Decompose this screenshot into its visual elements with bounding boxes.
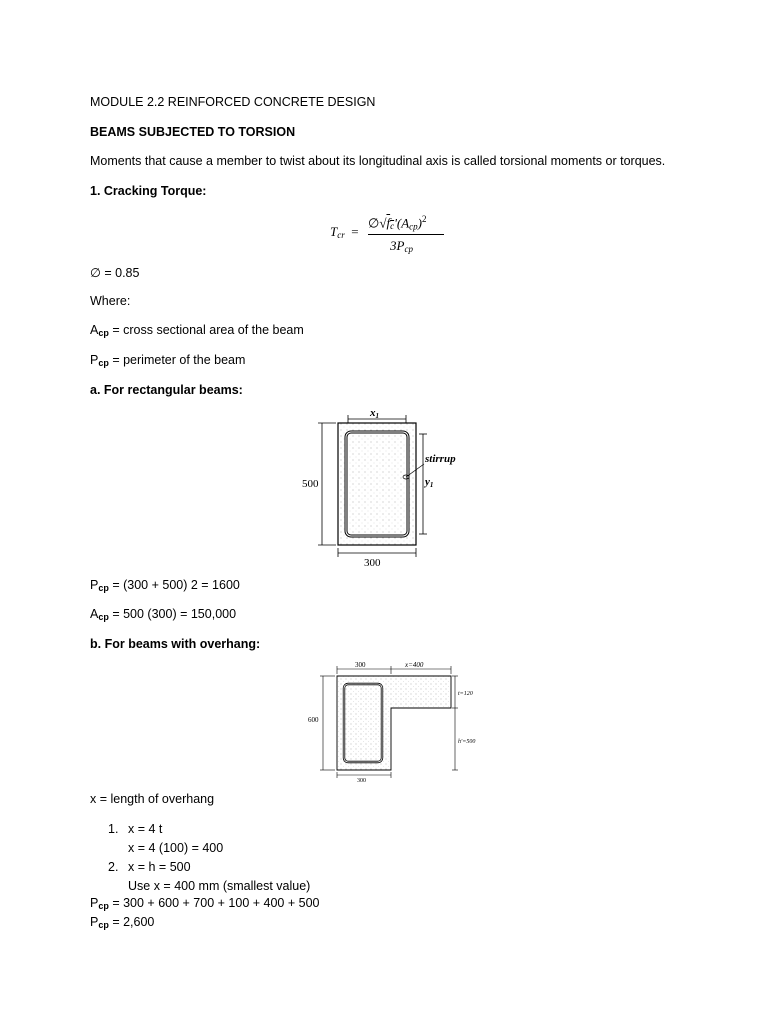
intro-paragraph: Moments that cause a member to twist about its longitudinal axis is called torsional moments or torques. bbox=[90, 154, 666, 168]
list-item: 1. x = 4 t bbox=[108, 822, 163, 836]
eq-lhs-sub: cr bbox=[337, 230, 345, 240]
phi-value: ∅ = 0.85 bbox=[90, 266, 140, 280]
module-title: MODULE 2.2 REINFORCED CONCRETE DESIGN bbox=[90, 95, 376, 109]
eq-numerator: $\emptyset√f_c'(A_{cp})^2$ bbox=[368, 214, 427, 232]
fig2-bottom-label: 300 bbox=[357, 778, 366, 783]
eq-lhs: T bbox=[330, 224, 338, 239]
list-item: Use x = 400 mm (smallest value) bbox=[128, 879, 311, 893]
fig2-t-label: t=120 bbox=[458, 691, 473, 697]
fraction-bar bbox=[368, 234, 444, 235]
fig2-top-overhang-label: x=400 bbox=[405, 661, 424, 669]
beam-outline bbox=[338, 423, 416, 545]
cracking-torque-heading: 1. Cracking Torque: bbox=[90, 184, 207, 198]
rectangular-beams-heading: a. For rectangular beams: bbox=[90, 383, 243, 397]
acp-calculation: $A_{cp} = 500$ (300) = 150,000 bbox=[90, 607, 237, 622]
height-label: 500 bbox=[302, 478, 319, 490]
where-label: Where: bbox=[90, 294, 131, 308]
width-label: 300 bbox=[364, 557, 381, 569]
section-heading: BEAMS SUBJECTED TO TORSION bbox=[90, 125, 296, 139]
y1-label: y1 bbox=[425, 476, 434, 489]
rectangular-beam-figure bbox=[298, 405, 473, 570]
overhang-beams-heading: b. For beams with overhang: bbox=[90, 637, 261, 651]
overhang-beam-figure bbox=[305, 658, 490, 783]
x1-label: x1 bbox=[370, 407, 379, 420]
list-item: x = 4 (100) = 400 bbox=[128, 841, 224, 855]
acp-definition: $A_{cp}$ = cross sectional area of the beam bbox=[90, 323, 304, 338]
cracking-torque-equation: $T_{cr}$ = $\emptyset√f_c'(A_{cp})^2$ $3P_{cp}$ bbox=[326, 214, 446, 260]
fig2-height-label: 600 bbox=[308, 716, 319, 724]
fig2-hprime-label: h'=500 bbox=[458, 739, 476, 745]
final-pcp-sum: $P_{cp} = 300 + 600 + 700 + 100 + 400 + 500$ bbox=[90, 896, 320, 911]
list-item: 2. x = h = 500 bbox=[108, 860, 191, 874]
fig2-beam-outline bbox=[337, 676, 451, 770]
fig2-top-web-label: 300 bbox=[355, 661, 366, 669]
pcp-definition: $P_{cp}$ = perimeter of the beam bbox=[90, 353, 246, 368]
eq-denominator: $3P_{cp}$ bbox=[390, 238, 413, 254]
pcp-calculation: $P_{cp} = (300 + 500) 2 = 1600$ bbox=[90, 578, 240, 593]
stirrup-label: stirrup bbox=[425, 453, 456, 465]
final-pcp-result: $P_{cp} = 2,600$ bbox=[90, 915, 155, 930]
overhang-definition: x = length of overhang bbox=[90, 792, 215, 806]
